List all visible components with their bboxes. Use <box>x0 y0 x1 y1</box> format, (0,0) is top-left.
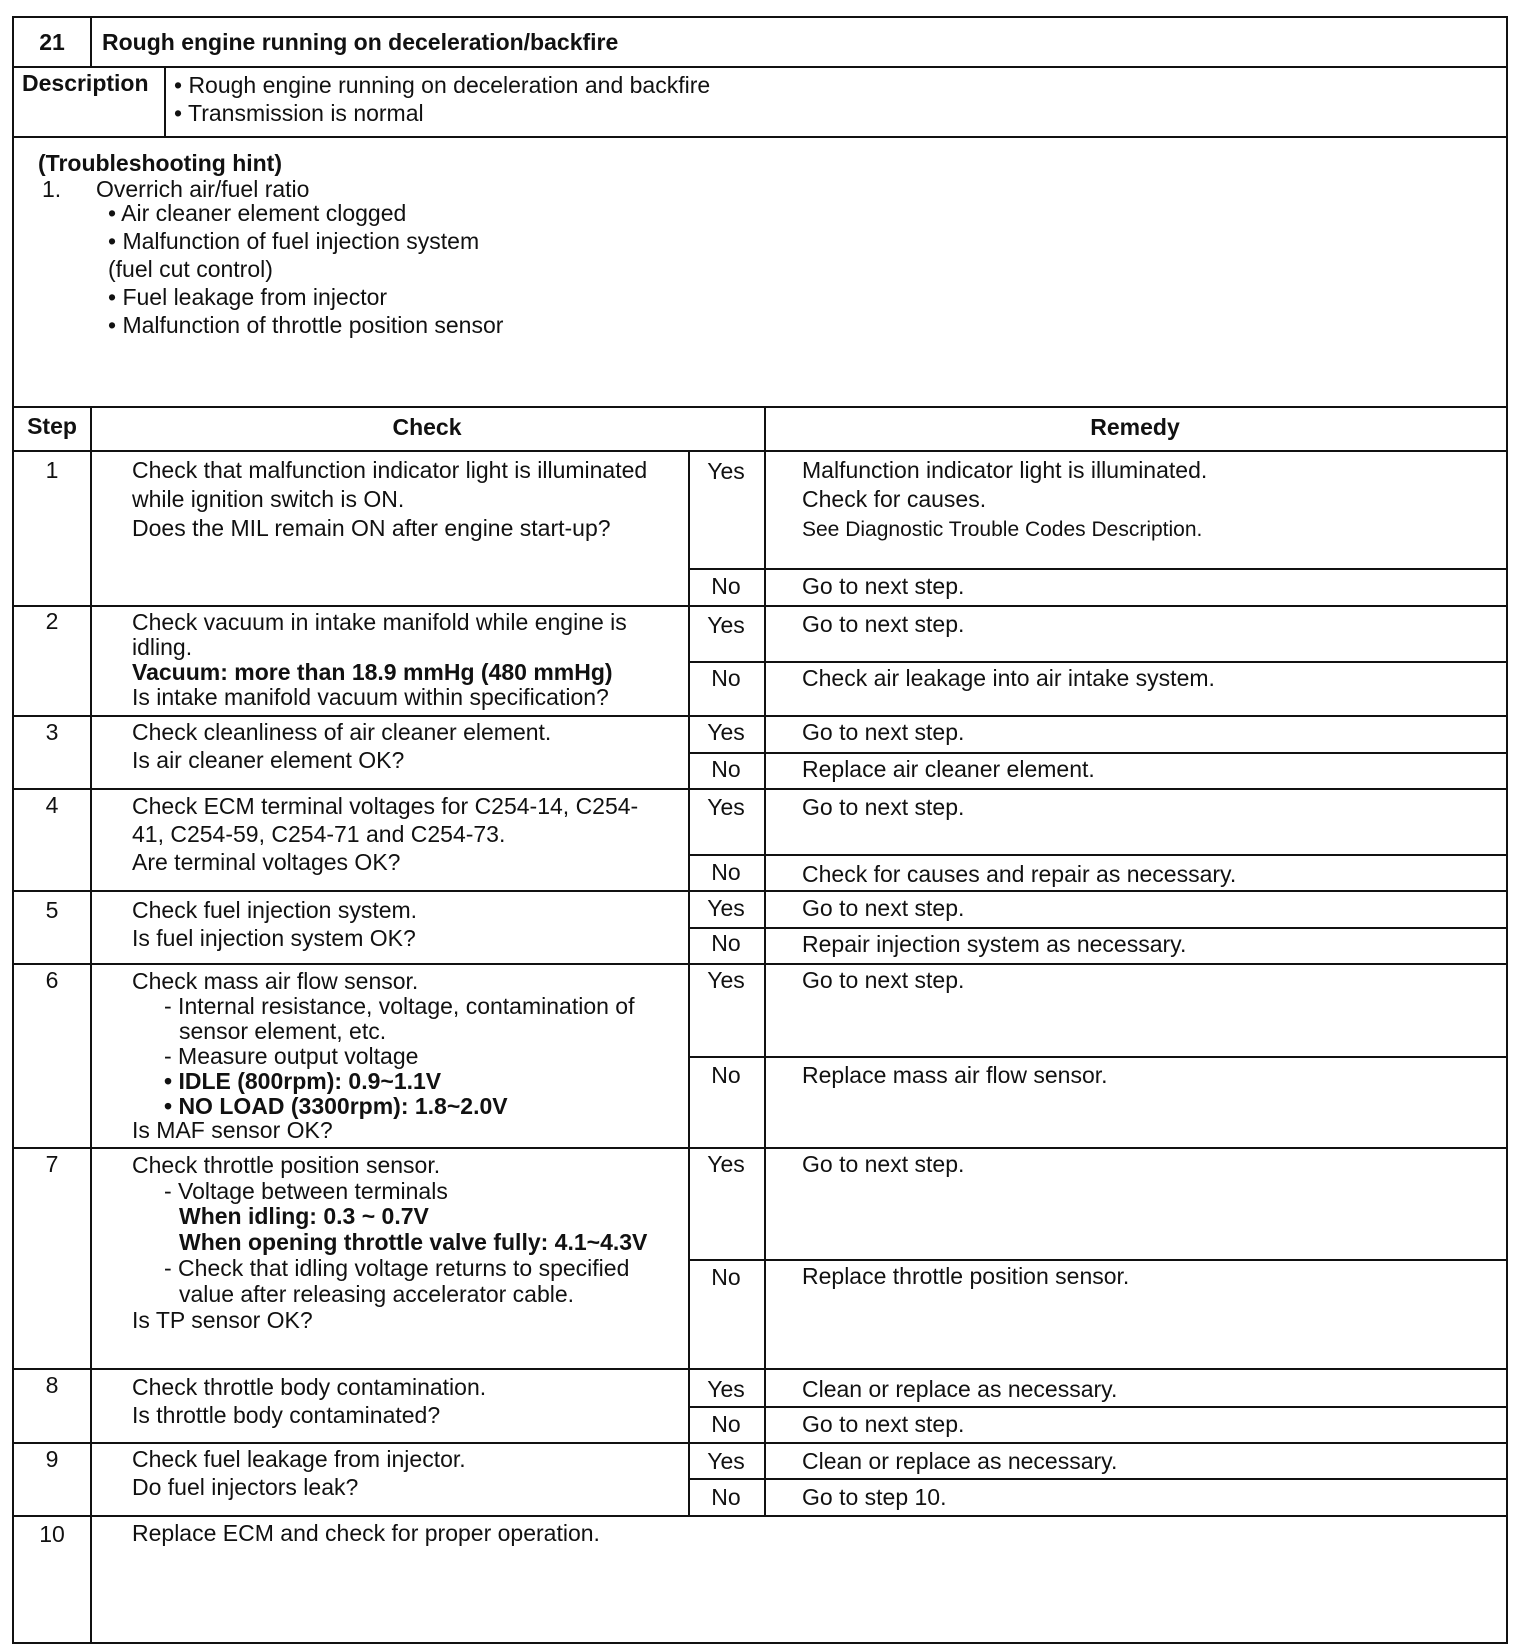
no-label: No <box>711 930 741 956</box>
no-label: No <box>711 1264 741 1290</box>
step-number: 1 <box>45 457 59 483</box>
rule-step9-bottom <box>14 1515 1506 1517</box>
remedy-text: Replace mass air flow sensor. <box>802 1062 1108 1088</box>
rule-step3-bottom <box>14 788 1506 790</box>
check-text: while ignition switch is ON. <box>132 486 405 512</box>
check-text: Check fuel leakage from injector. <box>132 1446 466 1472</box>
description-item: • Transmission is normal <box>174 100 424 126</box>
step-number: 8 <box>45 1372 59 1398</box>
check-text: Replace ECM and check for proper operation. <box>132 1520 600 1546</box>
yes-label: Yes <box>707 794 745 820</box>
check-text: Check cleanliness of air cleaner element. <box>132 719 552 745</box>
check-text: Is throttle body contaminated? <box>132 1402 441 1428</box>
column-header-step: Step <box>27 413 77 439</box>
step-number: 2 <box>45 608 59 634</box>
check-text: - Internal resistance, voltage, contamination of <box>164 993 635 1019</box>
check-text: 41, C254-59, C254-71 and C254-73. <box>132 821 506 847</box>
check-spec: • NO LOAD (3300rpm): 1.8~2.0V <box>164 1093 508 1119</box>
no-label: No <box>711 573 741 599</box>
check-spec: When idling: 0.3 ~ 0.7V <box>179 1203 429 1229</box>
check-text: Do fuel injectors leak? <box>132 1474 359 1500</box>
rule-step4-yes-no <box>688 854 1506 856</box>
remedy-text: Go to next step. <box>802 794 965 820</box>
rule-step5-yes-no <box>688 927 1506 929</box>
no-label: No <box>711 665 741 691</box>
check-text: idling. <box>132 634 193 660</box>
step-number: 6 <box>45 967 59 993</box>
rule-header-number <box>90 18 92 66</box>
rule-step7-yes-no <box>688 1259 1506 1261</box>
troubleshooting-table <box>12 16 1508 1644</box>
rule-step7-bottom <box>14 1368 1506 1370</box>
problem-number: 21 <box>39 29 65 55</box>
rule-step3-yes-no <box>688 752 1506 754</box>
yes-label: Yes <box>707 1376 745 1402</box>
rule-step1-bottom <box>14 605 1506 607</box>
check-text: value after releasing accelerator cable. <box>179 1281 575 1307</box>
remedy-text: Go to next step. <box>802 1151 965 1177</box>
column-header-check: Check <box>392 414 462 440</box>
no-label: No <box>711 1411 741 1437</box>
remedy-text: Replace air cleaner element. <box>802 756 1095 782</box>
remedy-text: Repair injection system as necessary. <box>802 931 1187 957</box>
check-text: Is intake manifold vacuum within specification? <box>132 684 609 710</box>
step-number: 10 <box>39 1521 65 1547</box>
rule-step8-bottom <box>14 1442 1506 1444</box>
no-label: No <box>711 1062 741 1088</box>
yes-label: Yes <box>707 1448 745 1474</box>
remedy-text: Clean or replace as necessary. <box>802 1448 1118 1474</box>
step-number: 5 <box>45 897 59 923</box>
step-number: 7 <box>45 1151 59 1177</box>
rule-hint-bottom <box>14 406 1506 408</box>
no-label: No <box>711 756 741 782</box>
rule-col-header-bottom <box>14 450 1506 452</box>
remedy-text: Go to next step. <box>802 967 965 993</box>
remedy-text: Replace throttle position sensor. <box>802 1263 1130 1289</box>
yes-label: Yes <box>707 967 745 993</box>
hint-title: (Troubleshooting hint) <box>38 150 283 176</box>
hint-item: • Malfunction of fuel injection system <box>108 228 480 254</box>
rule-step-column <box>90 406 92 1644</box>
remedy-text: Go to next step. <box>802 611 965 637</box>
hint-number: 1. <box>42 176 62 202</box>
check-text: - Voltage between terminals <box>164 1178 448 1204</box>
yes-label: Yes <box>707 1151 745 1177</box>
remedy-text: Malfunction indicator light is illuminated. <box>802 457 1208 483</box>
rule-step2-yes-no <box>688 661 1506 663</box>
check-text: Check fuel injection system. <box>132 897 418 923</box>
hint-item: • Malfunction of throttle position sensor <box>108 312 504 338</box>
hint-item: • Air cleaner element clogged <box>108 200 407 226</box>
check-text: Check vacuum in intake manifold while engine is <box>132 609 627 635</box>
rule-step2-bottom <box>14 715 1506 717</box>
check-text: Are terminal voltages OK? <box>132 849 401 875</box>
check-spec: Vacuum: more than 18.9 mmHg (480 mmHg) <box>132 659 613 685</box>
check-text: - Measure output voltage <box>164 1043 419 1069</box>
rule-header-bottom <box>14 66 1506 68</box>
check-text: sensor element, etc. <box>179 1018 387 1044</box>
remedy-text: Go to next step. <box>802 719 965 745</box>
remedy-text: Check for causes and repair as necessary. <box>802 861 1237 887</box>
rule-step8-yes-no <box>688 1406 1506 1408</box>
rule-step4-bottom <box>14 890 1506 892</box>
column-header-remedy: Remedy <box>1090 414 1180 440</box>
rule-step6-yes-no <box>688 1056 1506 1058</box>
rule-description-label <box>164 66 166 136</box>
remedy-text: See Diagnostic Trouble Codes Description. <box>802 518 1203 541</box>
remedy-text: Go to step 10. <box>802 1484 947 1510</box>
remedy-text: Go to next step. <box>802 1411 965 1437</box>
check-text: Check throttle body contamination. <box>132 1374 487 1400</box>
rule-step9-yes-no <box>688 1478 1506 1480</box>
rule-step1-yes-no <box>688 568 1506 570</box>
step-number: 9 <box>45 1446 59 1472</box>
no-label: No <box>711 859 741 885</box>
description-label: Description <box>22 70 149 96</box>
yes-label: Yes <box>707 458 745 484</box>
remedy-text: Go to next step. <box>802 895 965 921</box>
remedy-text: Check air leakage into air intake system. <box>802 665 1215 691</box>
check-text: Is air cleaner element OK? <box>132 747 405 773</box>
remedy-text: Go to next step. <box>802 573 965 599</box>
check-text: Is fuel injection system OK? <box>132 925 416 951</box>
check-text: Check ECM terminal voltages for C254-14, C254- <box>132 793 639 819</box>
hint-item: (fuel cut control) <box>108 256 273 282</box>
problem-title: Rough engine running on deceleration/backfire <box>102 29 619 55</box>
check-text: Check mass air flow sensor. <box>132 968 419 994</box>
no-label: No <box>711 1484 741 1510</box>
check-text: Check throttle position sensor. <box>132 1152 441 1178</box>
check-spec: • IDLE (800rpm): 0.9~1.1V <box>164 1068 442 1094</box>
hint-item: • Fuel leakage from injector <box>108 284 388 310</box>
remedy-text: Clean or replace as necessary. <box>802 1376 1118 1402</box>
description-item: • Rough engine running on deceleration and backfire <box>174 72 711 98</box>
rule-step5-bottom <box>14 963 1506 965</box>
step-number: 3 <box>45 719 59 745</box>
yes-label: Yes <box>707 612 745 638</box>
rule-description-bottom <box>14 136 1506 138</box>
step-number: 4 <box>45 792 59 818</box>
yes-label: Yes <box>707 895 745 921</box>
check-spec: When opening throttle valve fully: 4.1~4.3V <box>179 1229 648 1255</box>
check-text: - Check that idling voltage returns to specified <box>164 1255 630 1281</box>
check-text: Is TP sensor OK? <box>132 1307 313 1333</box>
hint-heading: Overrich air/fuel ratio <box>96 176 310 202</box>
check-text: Check that malfunction indicator light is illuminated <box>132 457 648 483</box>
rule-step6-bottom <box>14 1147 1506 1149</box>
rule-remedy-column <box>764 406 766 1515</box>
remedy-text: Check for causes. <box>802 486 987 512</box>
yes-label: Yes <box>707 719 745 745</box>
check-text: Does the MIL remain ON after engine start-up? <box>132 515 611 541</box>
check-text: Is MAF sensor OK? <box>132 1117 333 1143</box>
